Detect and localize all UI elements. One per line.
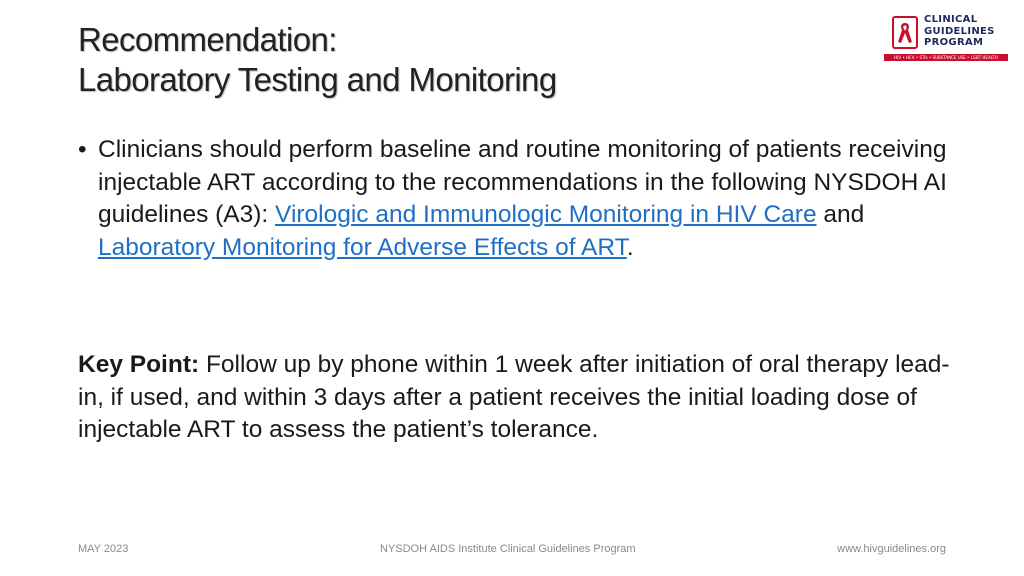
logo-tagline: HIV • HCV • STIs • SUBSTANCE USE • LGBT HEALTH <box>884 54 1008 61</box>
logo-line1: CLINICAL <box>924 14 978 25</box>
link-virologic-monitoring[interactable]: Virologic and Immunologic Monitoring in HIV Care <box>275 201 817 228</box>
logo-wordmark <box>924 14 995 49</box>
footer-program: NYSDOH AIDS Institute Clinical Guidelines Program <box>380 543 636 555</box>
logo-line2: GUIDELINES <box>924 25 995 37</box>
bullet-item <box>78 134 958 264</box>
red-ribbon-icon <box>897 22 913 44</box>
slide-title <box>78 20 858 100</box>
logo-line3: PROGRAM <box>924 37 984 48</box>
link-lab-monitoring-adverse-effects[interactable]: Laboratory Monitoring for Adverse Effects of ART <box>98 233 627 261</box>
bullet-list <box>78 134 958 264</box>
slide-title-line1: Recommendation: <box>78 21 337 58</box>
bullet-text-middle: and <box>816 201 865 228</box>
bullet-text-before: Clinicians should perform baseline and routine monitoring of patients receiving injectable ART according to the recommendations in the following NYSDOH AI guidelines (A3): <box>98 136 947 228</box>
footer-website: www.hivguidelines.org <box>837 543 946 555</box>
slide-title-line2: Laboratory Testing and Monitoring <box>78 61 557 98</box>
key-point-label: Key Point: <box>78 351 200 378</box>
footer-date: MAY 2023 <box>78 543 129 555</box>
key-point-paragraph <box>78 349 958 447</box>
bullet-dot-icon: • <box>78 136 87 163</box>
logo-frame <box>892 16 918 49</box>
clinical-guidelines-program-logo <box>884 14 1008 64</box>
bullet-text-after: . <box>626 233 634 261</box>
key-point-text: Follow up by phone within 1 week after initiation of oral therapy lead-in, if used, and within 3 days after a patient receives the initial loading dose of injectable ART to assess the patient’s tolerance. <box>78 351 950 443</box>
